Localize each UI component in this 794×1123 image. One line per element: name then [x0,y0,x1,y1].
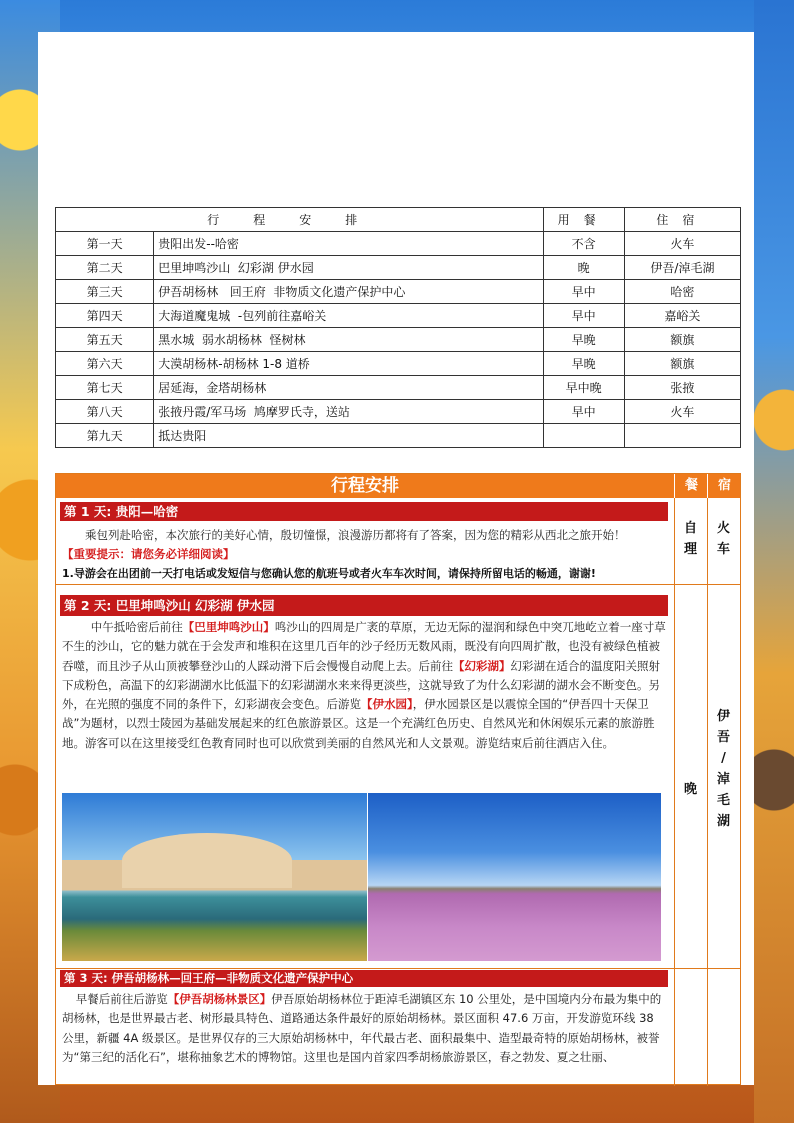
itinerary-section [55,473,741,1085]
day1-note: 1.导游会在出团前一天打电话或发短信与您确认您的航班号或者火车车次时间，请保持所留电话的畅通，谢谢! [62,567,596,580]
route-cell: 张掖丹霞/军马场 鸠摩罗氏寺，送站 [154,400,543,424]
row-divider [56,968,740,969]
header-route: 行程安排 [56,208,544,232]
meal-cell: 早中 [543,304,624,328]
day-cell: 第七天 [56,376,154,400]
route-cell: 大漠胡杨林-胡杨林 1-8 道桥 [154,352,543,376]
sand-mountain-photo [62,793,367,961]
meal-cell: 早晚 [543,352,624,376]
stay-column-header: 宿 [707,474,741,498]
table-row [56,280,741,304]
stay-cell: 火车 [624,400,740,424]
table-row [56,352,741,376]
table-row [56,304,741,328]
stay-cell [624,424,740,448]
route-cell: 伊吾胡杨林 回王府 非物质文化遗产保护中心 [154,280,543,304]
header-stay: 住宿 [624,208,740,232]
schedule-header-row [56,208,741,232]
stay-cell: 张掖 [624,376,740,400]
stay-cell: 额旗 [624,352,740,376]
route-cell: 居延海，金塔胡杨林 [154,376,543,400]
route-cell: 抵达贵阳 [154,424,543,448]
itinerary-header [56,474,740,498]
table-row [56,256,741,280]
day-cell: 第八天 [56,400,154,424]
route-cell: 黑水城 弱水胡杨林 怪树林 [154,328,543,352]
pink-lake-photo [368,793,661,961]
day3-description: 早餐后前往后游览【伊吾胡杨林景区】伊吾原始胡杨林位于距淖毛湖镇区东 10 公里处，是中国境内分布最为集中的胡杨林，也是世界最古老、树形最具特色、道路通达条件最好的原始胡杨林。景区面积 47.6 万亩，开发游览环线 38 公里，新疆 4A 级景区。是世界仅存的三大原始胡杨林中，年代最古老、面积最集中、造型最奇特的原始胡杨林，被誉为“第三纪的活化石”，堪称抽象艺术的博物馆。这里也是国内首家四季胡杨旅游景区，春之勃发、夏之壮丽、 [62,992,662,1064]
day-cell: 第五天 [56,328,154,352]
route-cell: 大海道魔鬼城 -包列前往嘉峪关 [154,304,543,328]
day1-meal: 自理 [683,521,697,557]
row-divider [56,584,740,585]
day-cell: 第四天 [56,304,154,328]
meal-cell: 早中 [543,280,624,304]
table-row [56,328,741,352]
itinerary-title: 行程安排 [331,476,399,496]
day-cell: 第一天 [56,232,154,256]
schedule-table [55,207,741,448]
meal-cell: 早中 [543,400,624,424]
day-cell: 第三天 [56,280,154,304]
day3-title-bar: 第 3 天: 伊吾胡杨林—回王府—非物质文化遗产保护中心 [60,970,668,987]
day-cell: 第六天 [56,352,154,376]
day1-notice: 【重要提示：请您务必详细阅读】 [62,547,235,561]
table-row [56,232,741,256]
route-cell: 贵阳出发--哈密 [154,232,543,256]
meal-cell: 早晚 [543,328,624,352]
table-row [56,376,741,400]
day2-stay: 伊 吾 / 淖 毛 湖 [716,709,730,829]
table-row [56,424,741,448]
day-cell: 第九天 [56,424,154,448]
day2-title-bar: 第 2 天: 巴里坤鸣沙山 幻彩湖 伊水园 [60,595,668,616]
header-meal: 用餐 [543,208,624,232]
table-row [56,400,741,424]
day2-meal: 晚 [683,782,697,797]
day2-description: 中午抵哈密后前往【巴里坤鸣沙山】鸣沙山的四周是广袤的草原，无边无际的湿润和绿色中突兀地屹立着一座寸草不生的沙山，它的魅力就在于会发声和堆积在这里几百年的沙子经历无数风雨，既没有向四周扩散，也没有被绿色植被吞噬，而且沙子从山顶被攀登沙山的人踩动滑下后会慢慢自动爬上去。后前往【幻彩湖】幻彩湖在适合的温度阳关照射下成粉色，高温下的幻彩湖湖水比低温下的幻彩湖湖水来来得更淡些，这就导致了为什么幻彩湖的湖水会不断变色。另外，在光照的强度不同的条件下，幻彩湖夜会变色。后游览【伊水园】，伊水园景区是以震惊全国的“伊吾四十天保卫战”为题材，以烈士陵园为基础发展起来的红色旅游景区。这是一个充满红色历史、自然风光和休闲娱乐元素的旅游胜地。游客可以在这里接受红色教育同时也可以欣赏到美丽的自然风光和人文景观。游览结束后前往酒店入住。 [62,620,666,750]
meal-cell [543,424,624,448]
route-cell: 巴里坤鸣沙山 幻彩湖 伊水园 [154,256,543,280]
stay-cell: 嘉峪关 [624,304,740,328]
meal-cell: 早中晚 [543,376,624,400]
day1-stay: 火车 [716,521,730,557]
day-cell: 第二天 [56,256,154,280]
day1-description: 乘包列赴哈密，本次旅行的美好心情，殷切憧憬，浪漫游历都将有了答案，因为您的精彩从西北之旅开始！ [85,528,626,542]
stay-cell: 伊吾/淖毛湖 [624,256,740,280]
day1-title-bar: 第 1 天: 贵阳—哈密 [60,502,668,521]
meal-column-header: 餐 [674,474,708,498]
stay-cell: 哈密 [624,280,740,304]
background-right-photo [754,0,794,1123]
meal-cell: 不含 [543,232,624,256]
stay-cell: 火车 [624,232,740,256]
stay-cell: 额旗 [624,328,740,352]
meal-cell: 晚 [543,256,624,280]
dune-shape [122,833,292,888]
